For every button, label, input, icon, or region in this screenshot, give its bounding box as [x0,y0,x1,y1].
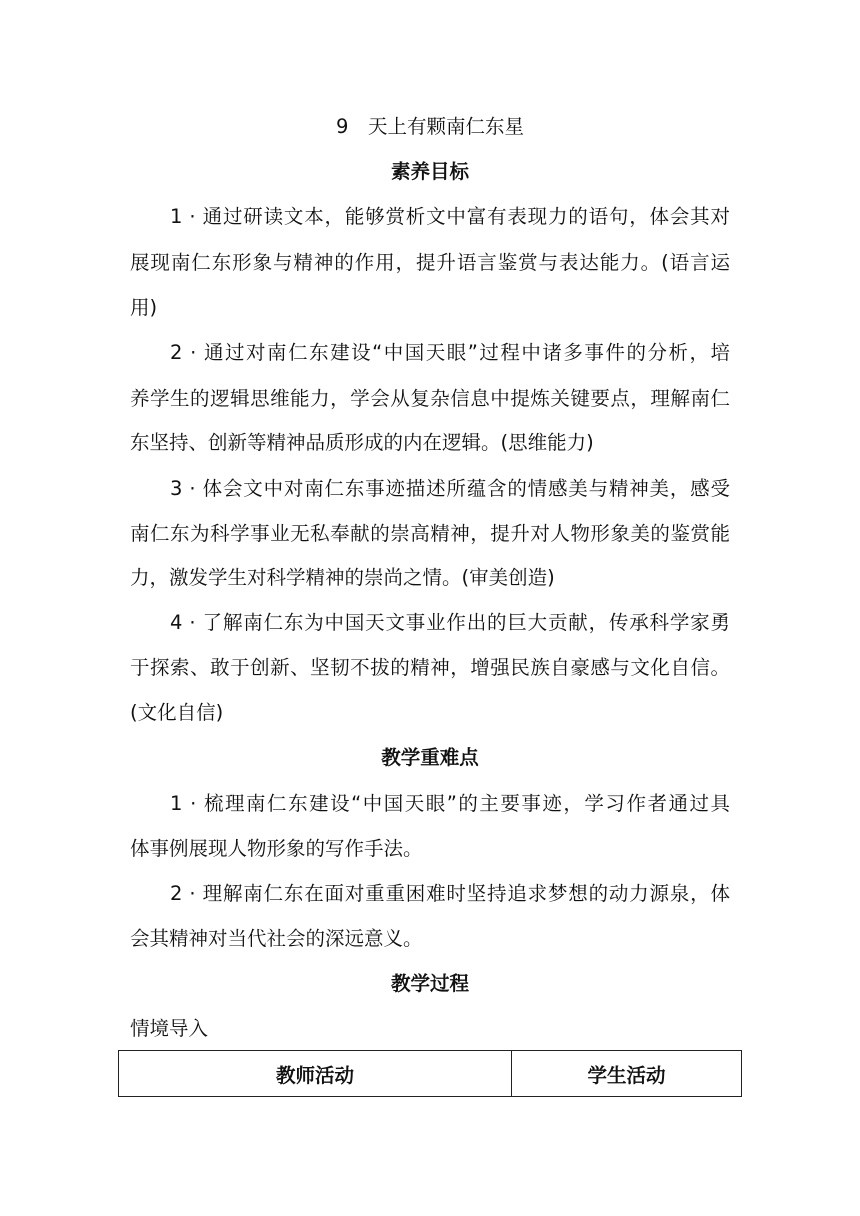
objective-3-line-1: 3 · 体会文中对南仁东事迹描述所蕴含的情感美与精神美，感受 [170,477,730,500]
objective-2-line-3: 东坚持、创新等精神品质形成的内在逻辑。(思维能力) [130,431,594,454]
objective-4-line-3: (文化自信) [130,701,224,724]
objective-1-line-1: 1 · 通过研读文本，能够赏析文中富有表现力的语句，体会其对 [170,205,730,228]
activity-table [118,1050,742,1097]
objective-1-line-3: 用) [130,296,158,319]
table-header-row [119,1051,742,1097]
objective-3-line-2: 南仁东为科学事业无私奉献的崇高精神，提升对人物形象美的鉴赏能 [130,522,730,545]
objective-2-line-2: 养学生的逻辑思维能力，学会从复杂信息中提炼关键要点，理解南仁 [130,387,730,410]
objectives-heading: 素养目标 [390,160,469,183]
key-point-2-line-2: 会其精神对当代社会的深远意义。 [130,927,423,950]
objective-4-line-1: 4 · 了解南仁东为中国天文事业作出的巨大贡献，传承科学家勇 [170,611,730,634]
key-point-1-line-2: 体事例展现人物形象的写作手法。 [130,837,423,860]
objective-2-line-1: 2 · 通过对南仁东建设“中国天眼”过程中诸多事件的分析，培 [170,341,730,364]
teacher-activity-header: 教师活动 [119,1051,512,1097]
student-activity-header: 学生活动 [512,1051,742,1097]
key-point-2-line-1: 2 · 理解南仁东在面对重重困难时坚持追求梦想的动力源泉，体 [170,882,730,905]
lesson-title: 9 天上有颗南仁东星 [336,115,524,138]
key-points-heading: 教学重难点 [381,746,479,769]
process-heading: 教学过程 [390,972,469,995]
objective-3-line-3: 力，激发学生对科学精神的崇尚之情。(审美创造) [130,566,555,589]
objective-1-line-2: 展现南仁东形象与精神的作用，提升语言鉴赏与表达能力。(语言运 [130,251,730,274]
process-subheading: 情境导入 [130,1017,209,1040]
objective-4-line-2: 于探索、敢于创新、坚韧不拔的精神，增强民族自豪感与文化自信。 [130,656,730,679]
key-point-1-line-1: 1 · 梳理南仁东建设“中国天眼”的主要事迹，学习作者通过具 [170,792,730,815]
